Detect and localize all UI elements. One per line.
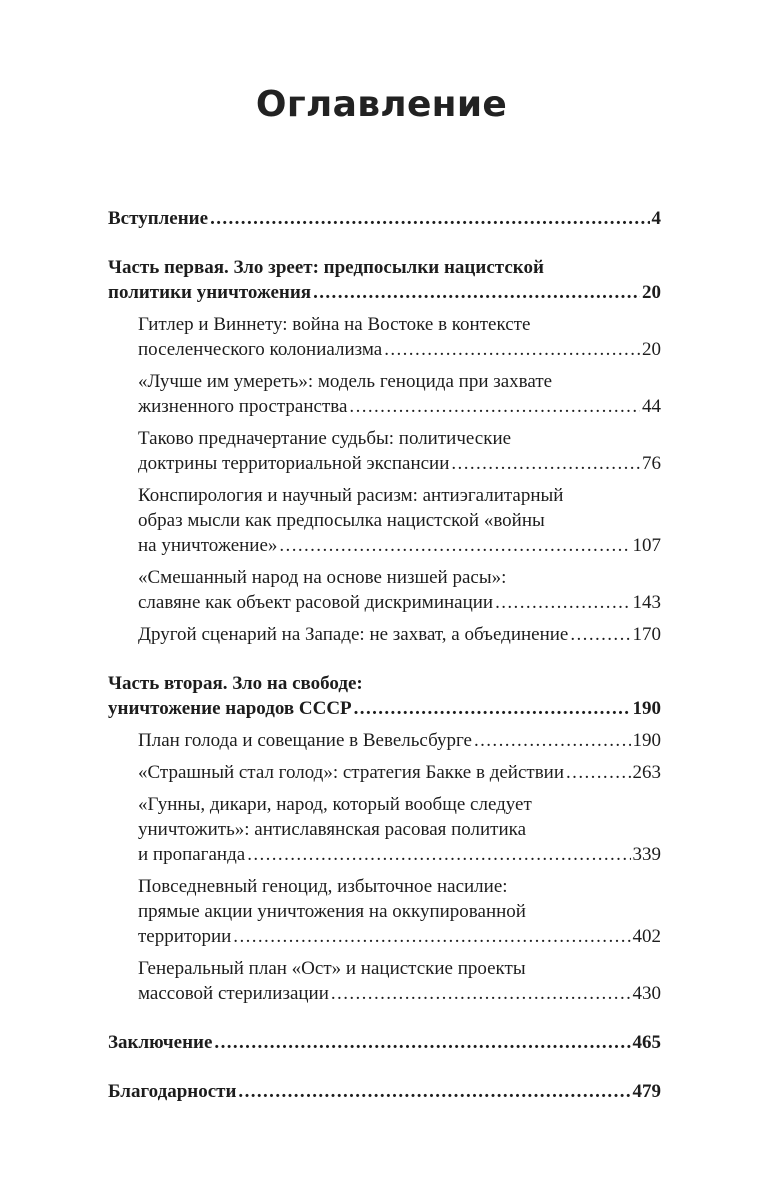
- dot-leader: [233, 924, 630, 949]
- toc-entry-title-line: «Смешанный народ на основе низшей расы»:: [138, 567, 507, 588]
- toc-entry[interactable]: [108, 671, 661, 721]
- toc-entry-title-line: территории: [138, 926, 232, 947]
- page-number: 76: [642, 453, 661, 474]
- page-number: 170: [632, 624, 661, 645]
- page-number: 143: [632, 592, 661, 613]
- page-number: 402: [632, 926, 661, 947]
- page-number: 190: [632, 698, 661, 719]
- toc-entry-title-line: уничтожить»: антиславянская расовая политика: [138, 819, 527, 840]
- toc-entry[interactable]: [138, 874, 661, 949]
- toc-entry[interactable]: [138, 565, 661, 615]
- toc-entry[interactable]: [138, 483, 661, 558]
- toc-entry-title-line: Конспирология и научный расизм: антиэгалитарный: [138, 485, 564, 506]
- toc-entry[interactable]: [108, 255, 661, 305]
- toc-entry-title-line: Таково предначертание судьбы: политические: [138, 428, 512, 449]
- page-number: 465: [632, 1032, 661, 1053]
- dot-leader: [210, 206, 649, 231]
- toc-entry-title-line: уничтожение народов СССР: [108, 698, 352, 719]
- toc-entry-title-line: поселенческого колониализма: [138, 339, 383, 360]
- dot-leader: [451, 451, 640, 476]
- dot-leader: [313, 280, 640, 305]
- dot-leader: [214, 1030, 630, 1055]
- page-number: 20: [642, 339, 661, 360]
- page-number: 107: [632, 535, 661, 556]
- toc-entry-title-line: Часть первая. Зло зреет: предпосылки нацистской: [108, 257, 544, 278]
- toc-entry[interactable]: [138, 792, 661, 867]
- toc-entry[interactable]: [138, 956, 661, 1006]
- toc-entry[interactable]: [108, 1079, 661, 1104]
- dot-leader: [238, 1079, 630, 1104]
- toc-entry-title-line: Заключение: [108, 1032, 213, 1053]
- toc-entry-title-line: Генеральный план «Ост» и нацистские проекты: [138, 958, 526, 979]
- toc-entry-title-line: План голода и совещание в Вевельсбурге: [138, 730, 472, 751]
- toc-entry-title-line: «Страшный стал голод»: стратегия Бакке в действии: [138, 762, 565, 783]
- toc-entry-title-line: Часть вторая. Зло на свободе:: [108, 673, 363, 694]
- toc-entry[interactable]: [108, 1030, 661, 1055]
- page-number: 339: [632, 844, 661, 865]
- dot-leader: [247, 842, 630, 867]
- page-number: 44: [642, 396, 661, 417]
- toc-entry[interactable]: [138, 728, 661, 753]
- toc-entry[interactable]: [108, 206, 661, 231]
- toc-entry-title-line: жизненного пространства: [138, 396, 348, 417]
- page-number: 479: [632, 1081, 661, 1102]
- toc-entry-title-line: Гитлер и Виннету: война на Востоке в контексте: [138, 314, 531, 335]
- table-of-contents: [108, 206, 661, 1104]
- toc-entry-title-line: Вступление: [108, 208, 209, 229]
- toc-entry-title-line: Повседневный геноцид, избыточное насилие:: [138, 876, 508, 897]
- dot-leader: [354, 696, 631, 721]
- toc-entry[interactable]: [138, 622, 661, 647]
- dot-leader: [495, 590, 630, 615]
- dot-leader: [331, 981, 631, 1006]
- toc-entry-title-line: образ мысли как предпосылка нацистской «войны: [138, 510, 545, 531]
- page-number: 4: [651, 208, 661, 229]
- dot-leader: [384, 337, 640, 362]
- toc-entry-title-line: массовой стерилизации: [138, 983, 329, 1004]
- toc-entry-title-line: Благодарности: [108, 1081, 237, 1102]
- dot-leader: [566, 760, 630, 785]
- page-number: 20: [642, 282, 661, 303]
- page-number: 430: [632, 983, 661, 1004]
- toc-entry-title-line: доктрины территориальной экспансии: [138, 453, 450, 474]
- toc-entry[interactable]: [138, 369, 661, 419]
- toc-entry-title-line: «Гунны, дикари, народ, который вообще следует: [138, 794, 532, 815]
- dot-leader: [570, 622, 630, 647]
- toc-entry-title-line: «Лучше им умереть»: модель геноцида при захвате: [138, 371, 553, 392]
- toc-entry-title-line: политики уничтожения: [108, 282, 312, 303]
- dot-leader: [279, 533, 630, 558]
- page-title: Оглавление: [255, 84, 508, 125]
- toc-entry-title-line: славяне как объект расовой дискриминации: [138, 592, 494, 613]
- toc-entry-title-line: и пропаганда: [138, 844, 246, 865]
- toc-entry-title-line: на уничтожение»: [138, 535, 278, 556]
- toc-entry[interactable]: [138, 760, 661, 785]
- toc-entry[interactable]: [138, 312, 661, 362]
- toc-entry-title-line: прямые акции уничтожения на оккупированной: [138, 901, 526, 922]
- toc-entry[interactable]: [138, 426, 661, 476]
- dot-leader: [474, 728, 631, 753]
- page-number: 263: [632, 762, 661, 783]
- dot-leader: [349, 394, 640, 419]
- page-number: 190: [632, 730, 661, 751]
- toc-entry-title-line: Другой сценарий на Западе: не захват, а объединение: [138, 624, 569, 645]
